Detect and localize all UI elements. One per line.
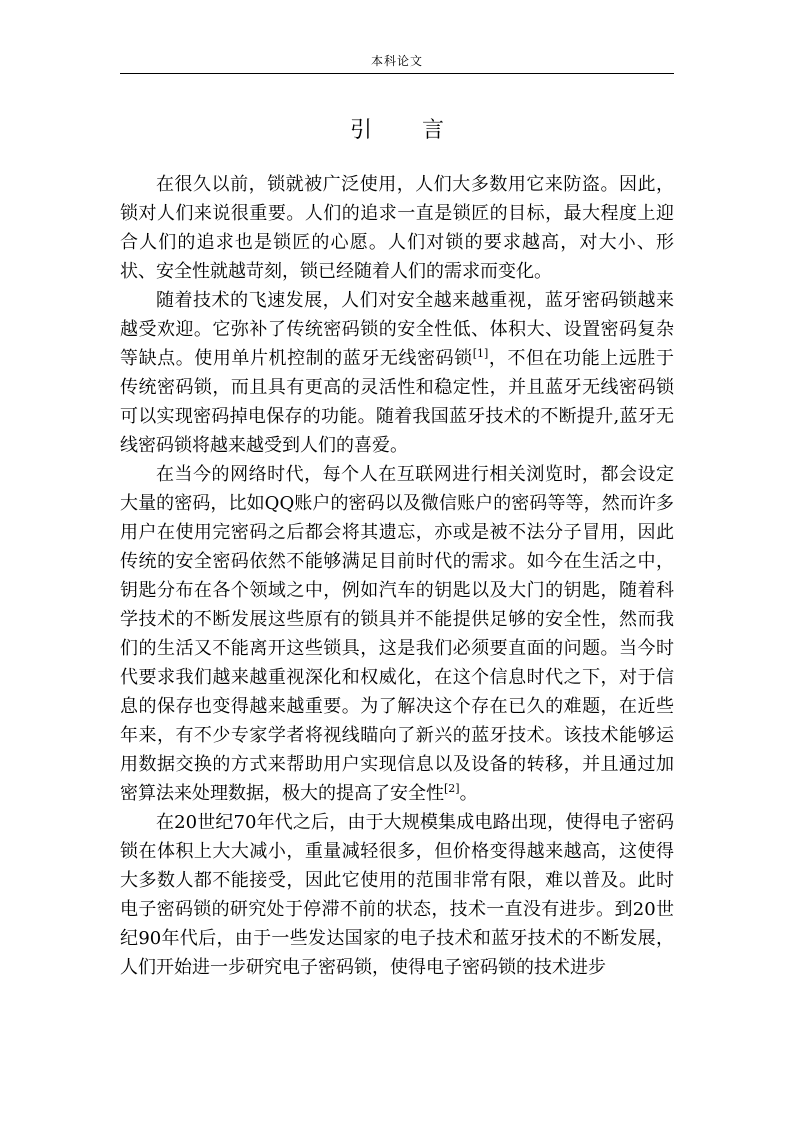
- body-text: [120, 170, 674, 982]
- paragraph-3: [120, 460, 674, 808]
- paragraph-2: [120, 286, 674, 460]
- paragraph-1: [120, 170, 674, 286]
- paragraph-2-text-b: ，不但在功能上远胜于传统密码锁，而且具有更高的灵活性和稳定性，并且蓝牙无线密码锁可以实现密码掉电保存的功能。随着我国蓝牙技术的不断提升,蓝牙无线密码锁将越来越受到人们的喜爱。: [120, 348, 675, 456]
- running-header: 本科论文: [370, 54, 423, 68]
- paragraph-3-text-a: 在当今的网络时代，每个人在互联网进行相关浏览时，都会设定大量的密码，比如QQ账户的密码以及微信账户的密码等等，然而许多用户在使用完密码之后都会将其遗忘，亦或是被不法分子冒用，因此传统的安全密码依然不能够满足目前时代的需求。如今在生活之中，钥匙分布在各个领域之中，例如汽车的钥匙以及大门的钥匙，随着科学技术的不断发展这些原有的锁具并不能提供足够的安全性，然而我们的生活又不能离开这些锁具，这是我们必须要直面的问题。当今时代要求我们越来越重视深化和权威化，在这个信息时代之下，对于信息的保存也变得越来越重要。为了解决这个存在已久的难题，在近些年来，有不少专家学者将视线瞄向了新兴的蓝牙技术。该技术能够运用数据交换的方式来帮助用户实现信息以及设备的转移，并且通过加密算法来处理数据，极大的提高了安全性: [120, 464, 674, 804]
- paragraph-1-text: 在很久以前，锁就被广泛使用，人们大多数用它来防盗。因此，锁对人们来说很重要。人们的追求一直是锁匠的目标，最大程度上迎合人们的追求也是锁匠的心愿。人们对锁的要求越高，对大小、形状、安全性就越苛刻，锁已经随着人们的需求而变化。: [120, 174, 674, 282]
- paragraph-4: [120, 808, 674, 982]
- citation-1: [1]: [472, 347, 489, 360]
- paragraph-4-text: 在20世纪70年代之后，由于大规模集成电路出现，使得电子密码锁在体积上大大减小，重量减轻很多，但价格变得越来越高，这使得大多数人都不能接受，因此它使用的范围非常有限，难以普及。此时电子密码锁的研究处于停滞不前的状态，技术一直没有进步。到20世纪90年代后，由于一些发达国家的电子技术和蓝牙技术的不断发展，人们开始进一步研究电子密码锁，使得电子密码锁的技术进步: [120, 812, 674, 978]
- paragraph-3-text-b: 。: [459, 783, 478, 804]
- section-title: 引言: [349, 118, 494, 143]
- citation-2: [2]: [444, 782, 460, 795]
- header-rule: [120, 73, 674, 74]
- paragraph-2-text-a: 随着技术的飞速发展，人们对安全越来越重视，蓝牙密码锁越来越受欢迎。它弥补了传统密码锁的安全性低、体积大、设置密码复杂等缺点。使用单片机控制的蓝牙无线密码锁: [120, 290, 674, 369]
